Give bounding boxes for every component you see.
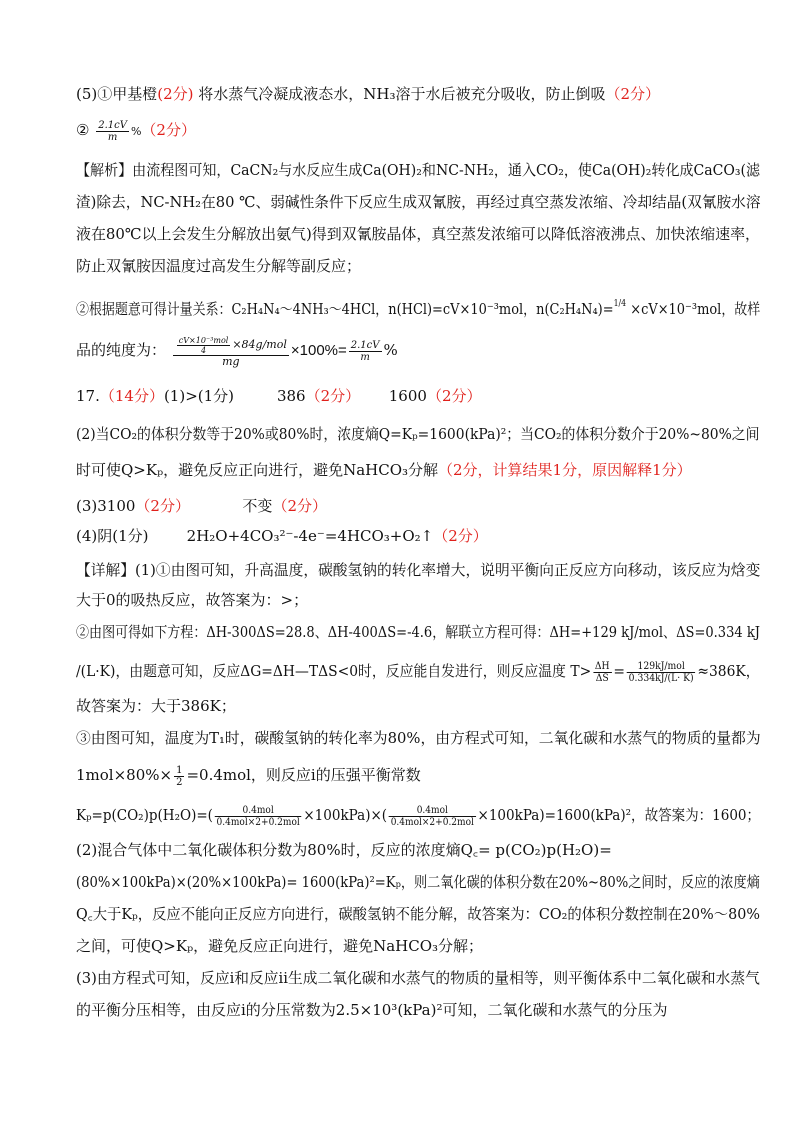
equals-sign: = [613, 662, 625, 680]
detail-line-7 [76, 760, 740, 790]
fraction-numerator: 0.4mol [389, 805, 476, 817]
detail-text: ×100kPa)×( [303, 806, 388, 824]
analysis-line-5 [76, 292, 761, 321]
score-note: （2分，计算结果1分，原因解释1分） [438, 461, 692, 479]
value-fraction [627, 661, 696, 684]
purity-big-fraction [173, 336, 289, 367]
detail-line-5: 故答案为：大于386K； [76, 697, 236, 715]
fraction-numerator: 2.1cV [350, 339, 380, 351]
percent-sign: % [130, 125, 142, 138]
detail-line-13: 的平衡分压相等，由反应i的分压常数为2.5×10³(kPa)²可知，二氧化碳和水蒸气的分压为 [76, 1001, 668, 1019]
analysis-line-2: 渣)除去，NC-NH₂在80 ℃、弱碱性条件下反应生成双氰胺，再经过真空蒸发浓缩、冷却结晶(双氰胺水溶 [76, 193, 761, 211]
electrode-equation: 2H₂O+4CO₃²⁻-4e⁻=4HCO₃+O₂↑ [186, 527, 434, 545]
detail-line-9: (80%×100kPa)×(20%×100kPa)= 1600(kPa)²=Kₚ，则二氧化碳的体积分数在20%~80%之间时，反应的浓度熵 [76, 873, 760, 891]
score-note: （2分） [272, 497, 327, 515]
detail-text: ×100kPa)=1600(kPa)²，故答案为：1600； [477, 806, 761, 824]
question-17-line [76, 386, 740, 406]
analysis-text: 品的纯度为： [76, 341, 167, 359]
fraction-numerator [173, 336, 289, 356]
analysis-text: ×cV×10⁻³mol，故样 [626, 300, 761, 318]
detail-line-4 [76, 654, 760, 688]
answer-5-line [76, 84, 740, 104]
answer-text: ② [76, 121, 90, 139]
score-note: （2分） [135, 497, 190, 515]
answer-4-line [76, 526, 740, 546]
fraction-numerator: cV×10⁻³mol [178, 335, 229, 345]
detail-text: Kₚ=p(CO₂)p(H₂O)=( [76, 806, 213, 824]
score-note: （2分） [433, 527, 488, 545]
fraction-denominator: 4 [201, 345, 207, 355]
fraction-numerator: ΔH [594, 660, 610, 672]
detail-line-6: ③由图可知，温度为T₁时，碳酸氢钠的转化率为80%，由方程式可知，二氧化碳和水蒸气的物质的量都为 [76, 729, 761, 747]
dh-ds-fraction [593, 661, 611, 684]
answer-text: 将水蒸气冷凝成液态水，NH₃溶于水后被充分吸收，防止倒吸 [193, 85, 606, 103]
fraction-denominator: mg [222, 354, 240, 368]
partial-fraction-2 [389, 805, 476, 828]
fraction-numerator: 0.4mol [215, 805, 302, 817]
inner-fraction [177, 336, 231, 355]
half-fraction [174, 765, 184, 788]
quarter-fraction: 1/4 [613, 299, 627, 309]
answer-text: 不变 [242, 497, 273, 515]
answer-text: 386 [276, 387, 306, 405]
score-note: （2分） [605, 85, 661, 103]
answer-2-line-1: (2)当CO₂的体积分数等于20%或80%时，浓度熵Q=Kₚ=1600(kPa)²；当CO₂的体积分数介于20%~80%之间 [76, 425, 760, 443]
answer-text: 时可使Q>Kₚ，避免反应正向进行，避免NaHCO₃分解 [76, 461, 439, 479]
detail-line-2: 大于0的吸热反应，故答案为：>； [76, 591, 309, 609]
answer-text: (1)>(1分) [163, 387, 235, 405]
detail-text: ≈386K， [697, 662, 760, 680]
analysis-text: ×100%= [290, 342, 347, 359]
fraction-denominator: 0.4mol×2+0.2mol [390, 816, 474, 828]
detail-line-1: 【详解】(1)①由图可知，升高温度，碳酸氢钠的转化率增大，说明平衡向正反应方向移动，该反应为焓变 [76, 561, 761, 579]
percent-sign: % [383, 341, 398, 359]
fraction-denominator: 0.334kJ/(L· K) [628, 672, 694, 684]
detail-line-12: (3)由方程式可知，反应i和反应ii生成二氧化碳和水蒸气的物质的量相等，则平衡体系中二氧化碳和水蒸气 [76, 969, 760, 987]
score-note: （2分） [305, 387, 361, 405]
detail-text: /(L·K)，由题意可知，反应ΔG=ΔH—TΔS<0时，反应能自发进行，则反应温度 T> [76, 662, 592, 680]
detail-text: =0.4mol，则反应i的压强平衡常数 [186, 766, 421, 784]
score-note: (2分) [157, 85, 194, 103]
detail-line-8: (2)混合气体中二氧化碳体积分数为80%时，反应的浓度熵Q꜀= p(CO₂)p(H₂O)= [76, 841, 612, 859]
answer-text: (5)①甲基橙 [76, 85, 158, 103]
score-note: （2分） [141, 121, 196, 139]
question-number: 17. [76, 387, 100, 405]
purity-formula-line [76, 328, 740, 373]
answer-text: (3)3100 [76, 497, 136, 515]
fraction-denominator: 0.4mol×2+0.2mol [216, 816, 300, 828]
analysis-line-1: 【解析】由流程图可知，CaCN₂与水反应生成Ca(OH)₂和NC-NH₂，通入CO₂，使Ca(OH)₂转化成CaCO₃(滤 [76, 161, 761, 179]
kp-formula-line [76, 798, 761, 832]
answer-5-2-line [76, 116, 740, 146]
answer-3-line [76, 496, 740, 516]
result-fraction [349, 340, 382, 363]
detail-line-3: ②由图可得如下方程：ΔH-300ΔS=28.8、ΔH-400ΔS=-4.6，解联立方程可得：ΔH=+129 kJ/mol、ΔS=0.334 kJ [76, 623, 760, 641]
score-note: （14分） [99, 387, 164, 405]
partial-fraction-1 [215, 805, 302, 828]
answer-2-line-2 [76, 460, 740, 480]
analysis-line-4: 防止双氰胺因温度过高发生分解等副反应； [76, 257, 362, 275]
answer-text: (4)阴(1分) [76, 527, 149, 545]
fraction-denominator: 2 [176, 776, 183, 788]
detail-text: 1mol×80%× [76, 766, 173, 784]
molar-mass: ×84g/mol [232, 337, 287, 351]
analysis-line-3: 液在80℃以上会发生分解放出氨气)得到双氰胺晶体，真空蒸发浓缩可以降低溶液沸点、加快浓缩速率， [76, 225, 760, 243]
fraction-numerator: 2.1cV [98, 119, 127, 131]
fraction-denominator: ΔS [595, 672, 609, 684]
analysis-text: ②根据题意可得计量关系：C₂H₄N₄～4NH₃～4HCl，n(HCl)=cV×10⁻³mol，n(C₂H₄N₄)= [76, 300, 614, 318]
fraction-denominator: m [360, 351, 370, 363]
score-note: （2分） [426, 387, 482, 405]
detail-line-10: Q꜀大于Kₚ，反应不能向正反应方向进行，碳酸氢钠不能分解，故答案为：CO₂的体积分数控制在20%～80% [76, 905, 760, 923]
detail-line-11: 之间，可使Q>Kₚ，避免反应正向进行，避免NaHCO₃分解； [76, 937, 484, 955]
fraction-numerator: 129kJ/mol [627, 661, 696, 673]
answer-text: 1600 [388, 387, 427, 405]
fraction-numerator: 1 [176, 764, 183, 776]
fraction-denominator: m [107, 131, 118, 143]
purity-fraction [96, 120, 129, 143]
